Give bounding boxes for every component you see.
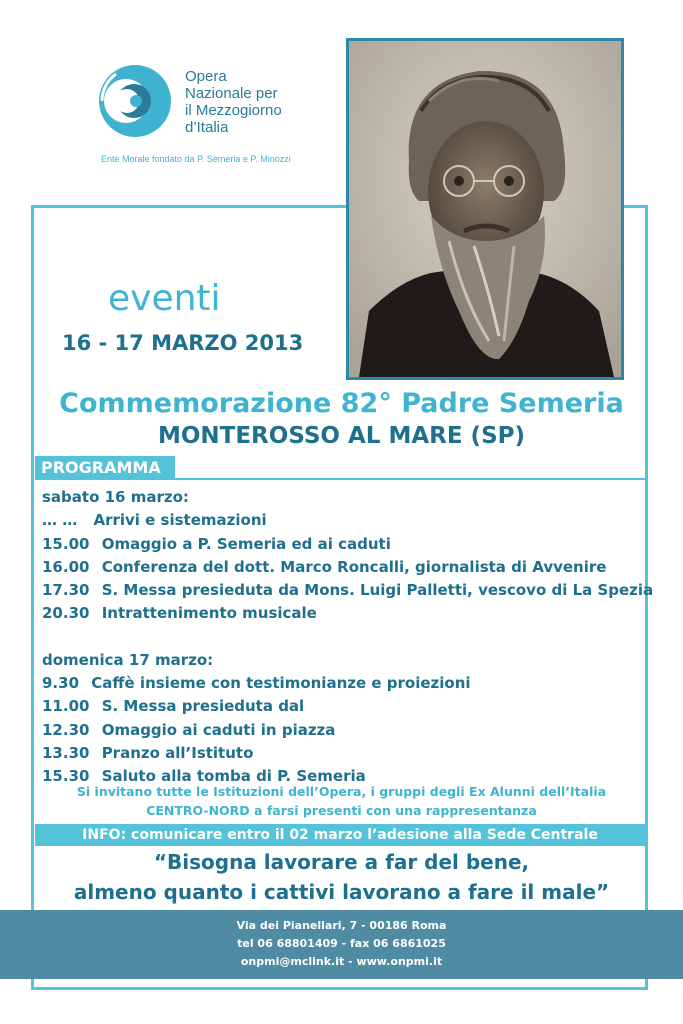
programma-label: PROGRAMMA	[35, 456, 175, 480]
logo-name-line: Nazionale per	[185, 85, 278, 102]
schedule-item	[42, 533, 653, 556]
schedule-item	[42, 672, 653, 695]
schedule-gap	[42, 626, 653, 649]
eventi-heading: eventi	[108, 278, 221, 319]
schedule-time: 17.30	[42, 581, 90, 600]
schedule-text: Conferenza del dott. Marco Roncalli, giornalista di Avvenire	[101, 557, 607, 576]
info-bar: INFO: comunicare entro il 02 marzo l’adesione alla Sede Centrale	[35, 824, 645, 846]
schedule-text: Intrattenimento musicale	[101, 604, 317, 623]
schedule-time: 13.30	[42, 743, 90, 762]
invite-line: CENTRO-NORD a farsi presenti con una rappresentanza	[146, 803, 537, 818]
day-heading: domenica 17 marzo:	[42, 650, 214, 669]
frame-top-left	[31, 205, 347, 208]
quote-line: “Bisogna lavorare a far del bene,	[153, 850, 530, 874]
logo-name-line: il Mezzogiorno	[185, 102, 282, 119]
schedule-time: 15.00	[42, 534, 90, 553]
logo-name-line: d’Italia	[185, 119, 229, 136]
logo-name	[185, 68, 282, 136]
schedule-time: 11.00	[42, 697, 90, 716]
footer-web: onpmi@mclink.it - www.onpmi.it	[240, 955, 443, 968]
schedule-item	[42, 556, 653, 579]
event-date: 16 - 17 MARZO 2013	[62, 331, 304, 355]
day-heading: sabato 16 marzo:	[42, 488, 189, 506]
schedule-item	[42, 719, 653, 742]
logo-name-line: Opera	[185, 68, 227, 85]
frame-bottom	[31, 987, 648, 990]
programma-divider	[35, 478, 645, 480]
schedule-item	[42, 742, 653, 765]
schedule-time: 9.30	[42, 674, 80, 693]
schedule-time: 15.30	[42, 767, 90, 786]
event-location: MONTEROSSO AL MARE (SP)	[157, 423, 526, 449]
footer-address: Via dei Pianellari, 7 - 00186 Roma	[236, 919, 447, 932]
footer-phone: tel 06 68801409 - fax 06 6861025	[237, 937, 446, 950]
logo-subtitle: Ente Morale fondato da P. Semeria e P. Minozzi	[101, 154, 291, 164]
schedule-text: S. Messa presieduta da Mons. Luigi Palletti, vescovo di La Spezia	[101, 581, 654, 600]
invite-line: Si invitano tutte le Istituzioni dell’Opera, i gruppi degli Ex Alunni dell’Italia	[76, 784, 607, 799]
portrait-photo	[346, 38, 624, 380]
schedule-text: Caffè insieme con testimonianze e proiezioni	[91, 674, 471, 693]
quote-line: almeno quanto i cattivi lavorano a fare il male”	[73, 880, 610, 904]
schedule-time: 16.00	[42, 557, 90, 576]
schedule-item	[42, 695, 653, 718]
schedule-text: Omaggio a P. Semeria ed ai caduti	[101, 534, 391, 553]
schedule-text: Pranzo all’Istituto	[101, 743, 254, 762]
schedule-text: Arrivi e sistemazioni	[93, 511, 267, 530]
schedule-time: 20.30	[42, 604, 90, 623]
schedule-text: Omaggio ai caduti in piazza	[101, 720, 336, 739]
schedule-text: S. Messa presieduta dal	[101, 697, 305, 716]
schedule-item	[42, 509, 653, 532]
schedule-item	[42, 579, 653, 602]
schedule-text: Saluto alla tomba di P. Semeria	[101, 767, 366, 786]
schedule-time: 12.30	[42, 720, 90, 739]
schedule	[42, 486, 653, 789]
onpmi-logo-icon	[96, 62, 174, 140]
schedule-item	[42, 602, 653, 625]
footer	[0, 910, 683, 979]
event-title: Commemorazione 82° Padre Semeria	[59, 388, 624, 419]
schedule-time: … …	[42, 511, 78, 530]
